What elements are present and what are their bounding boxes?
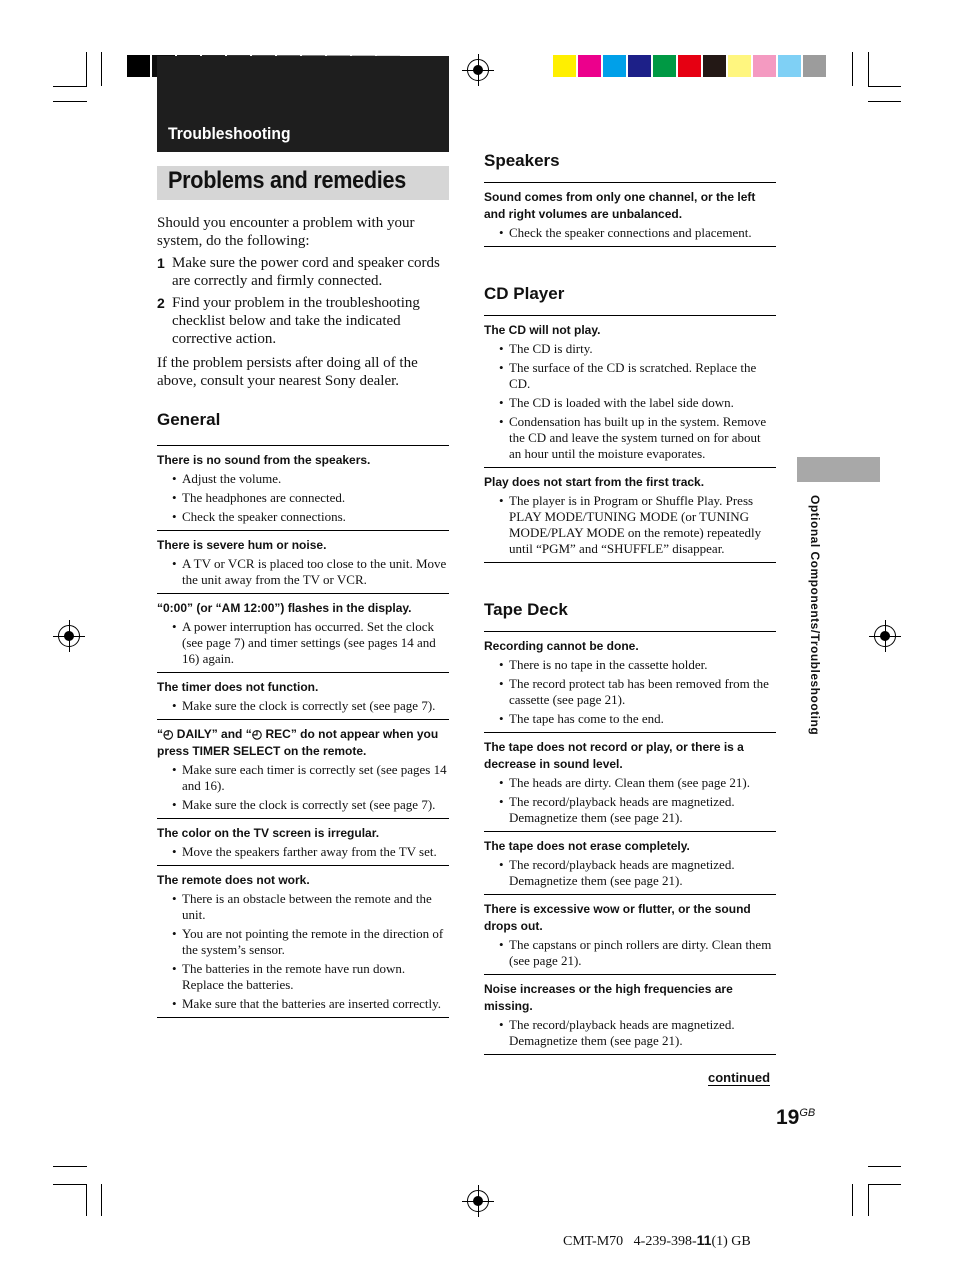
remedy-item: • Move the speakers farther away from the TV set. [157,844,449,860]
page-number-value: 19 [776,1106,800,1129]
remedy-item: • The batteries in the remote have run down. Replace the batteries. [157,961,449,993]
remedy-list [157,844,449,860]
remedy-list [484,1017,776,1049]
step-text: Make sure the power cord and speaker cords are correctly and firmly connected. [172,255,440,289]
remedy-list [484,341,776,462]
problem-title: Sound comes from only one channel, or the left and right volumes are unbalanced. [484,190,756,221]
problem-block [484,182,776,241]
page-title: Problems and remedies [168,167,407,194]
remedy-list [484,775,776,826]
intro-lead: Should you encounter a problem with your system, do the following: [157,215,415,249]
remedy-item: • The heads are dirty. Clean them (see page 21). [484,775,776,791]
step-item [157,254,449,290]
section-label: Troubleshooting [168,124,291,143]
problem-block [484,631,776,727]
remedy-list [157,762,449,813]
remedy-list [484,937,776,969]
footer-code-pre: 4-239-398- [633,1234,697,1249]
registration-mark-top-icon [467,59,489,81]
color-swatch [678,55,701,77]
color-swatch [578,55,601,77]
general-end-rule [157,1017,449,1018]
speakers-end-rule [484,246,776,247]
problem-block [157,865,449,1012]
page-suffix: GB [799,1107,816,1119]
problem-title: There is no sound from the speakers. [157,453,371,467]
problem-block [484,894,776,969]
page-number [776,1106,815,1130]
problem-block [484,732,776,826]
speakers-heading: Speakers [484,151,560,170]
problem-title: There is excessive wow or flutter, or the sound drops out. [484,902,751,933]
remedy-item: • Make sure the clock is correctly set (see page 7). [157,698,449,714]
footer-code-bold: 11 [696,1232,712,1248]
remedy-item: • The capstans or pinch rollers are dirty. Clean them (see page 21). [484,937,776,969]
remedy-item: • There is no tape in the cassette holder. [484,657,776,673]
problem-title: The CD will not play. [484,323,601,337]
step-item [157,294,449,348]
left-column [157,214,449,1018]
remedy-item: • The CD is loaded with the label side down. [484,395,776,411]
remedy-list [484,657,776,727]
problem-title: Noise increases or the high frequencies are missing. [484,982,733,1013]
remedy-item: • The record/playback heads are magnetized. Demagnetize them (see page 21). [484,857,776,889]
problem-title: The tape does not record or play, or there is a decrease in sound level. [484,740,744,771]
registration-mark-bottom-icon [467,1190,489,1212]
problem-block [484,315,776,462]
speakers-problems [484,182,776,241]
problem-title: The color on the TV screen is irregular. [157,826,380,840]
remedy-item: • The record/playback heads are magnetized. Demagnetize them (see page 21). [484,794,776,826]
remedy-item: • The record/playback heads are magnetized. Demagnetize them (see page 21). [484,1017,776,1049]
color-swatch [553,55,576,77]
cd-problems [484,315,776,557]
problem-title: “0:00” (or “AM 12:00”) flashes in the display. [157,601,412,615]
remedy-list [157,556,449,588]
problem-title: Play does not start from the first track. [484,475,705,489]
footer-code-post: (1) GB [711,1234,751,1249]
remedy-item: • The CD is dirty. [484,341,776,357]
problem-block [157,719,449,813]
remedy-item: • There is an obstacle between the remote and the unit. [157,891,449,923]
registration-mark-right-icon [874,625,896,647]
footer-model: CMT-M70 [563,1234,624,1249]
gray-swatch [127,55,150,77]
color-swatch [778,55,801,77]
remedy-item: • The tape has come to the end. [484,711,776,727]
remedy-item: • Adjust the volume. [157,471,449,487]
steps-list [157,254,449,348]
problem-block [157,530,449,588]
registration-mark-left-icon [58,625,80,647]
remedy-item: • Check the speaker connections. [157,509,449,525]
footer-code [563,1232,751,1250]
problem-block [157,672,449,714]
remedy-list [157,698,449,714]
color-swatch [653,55,676,77]
cd-heading: CD Player [484,284,565,303]
problem-block [484,467,776,557]
problem-title: Recording cannot be done. [484,639,639,653]
right-column [484,151,776,1055]
problem-title: There is severe hum or noise. [157,538,327,552]
side-tab [797,457,880,482]
problem-block [157,593,449,667]
problem-block [484,974,776,1049]
remedy-item: • A power interruption has occurred. Set the clock (see page 7) and timer settings (see pages 14 and 16) again. [157,619,449,667]
remedy-item: • The headphones are connected. [157,490,449,506]
color-swatch [603,55,626,77]
problem-title: The tape does not erase completely. [484,839,690,853]
problem-block [157,818,449,860]
problem-title: The timer does not function. [157,680,319,694]
remedy-item: • Check the speaker connections and placement. [484,225,776,241]
remedy-list [484,493,776,557]
color-swatch [753,55,776,77]
continued-label: continued [708,1070,771,1085]
problem-title: “◴ DAILY” and “◴ REC” do not appear when you press TIMER SELECT on the remote. [157,727,439,758]
general-problems [157,445,449,1012]
remedy-list [484,225,776,241]
tape-heading: Tape Deck [484,600,568,619]
color-swatch [628,55,651,77]
remedy-list [157,471,449,525]
remedy-item: • You are not pointing the remote in the direction of the system’s sensor. [157,926,449,958]
tape-problems [484,631,776,1049]
remedy-item: • Condensation has built up in the system. Remove the CD and leave the system turned on for about an hour until the moisture evaporates. [484,414,776,462]
remedy-list [157,619,449,667]
step-number: 2 [157,295,165,311]
color-swatch [703,55,726,77]
problem-block [484,831,776,889]
remedy-item: • Make sure the clock is correctly set (see page 7). [157,797,449,813]
remedy-item: • Make sure each timer is correctly set (see pages 14 and 16). [157,762,449,794]
remedy-item: • The surface of the CD is scratched. Replace the CD. [484,360,776,392]
remedy-list [157,891,449,1012]
remedy-item: • The player is in Program or Shuffle Play. Press PLAY MODE/TUNING MODE (or TUNING MODE/PLAY MODE on the remote) repeatedly until “PGM” and “SHUFFLE” disappear. [484,493,776,557]
color-swatch [728,55,751,77]
color-swatch [803,55,826,77]
remedy-item: • A TV or VCR is placed too close to the unit. Move the unit away from the TV or VCR. [157,556,449,588]
remedy-item: • Make sure that the batteries are inserted correctly. [157,996,449,1012]
general-heading: General [157,410,221,429]
side-tab-label: Optional Components/Troubleshooting [808,495,822,736]
tape-end-rule [484,1054,776,1055]
step-number: 1 [157,255,165,271]
color-calibration-bar [553,55,828,77]
problem-title: The remote does not work. [157,873,310,887]
remedy-list [484,857,776,889]
problem-block [157,445,449,525]
intro-closing: If the problem persists after doing all of the above, consult your nearest Sony dealer. [157,355,418,389]
step-text: Find your problem in the troubleshooting checklist below and take the indicated corrective action. [172,295,420,347]
cd-end-rule [484,562,776,563]
remedy-item: • The record protect tab has been removed from the cassette (see page 21). [484,676,776,708]
